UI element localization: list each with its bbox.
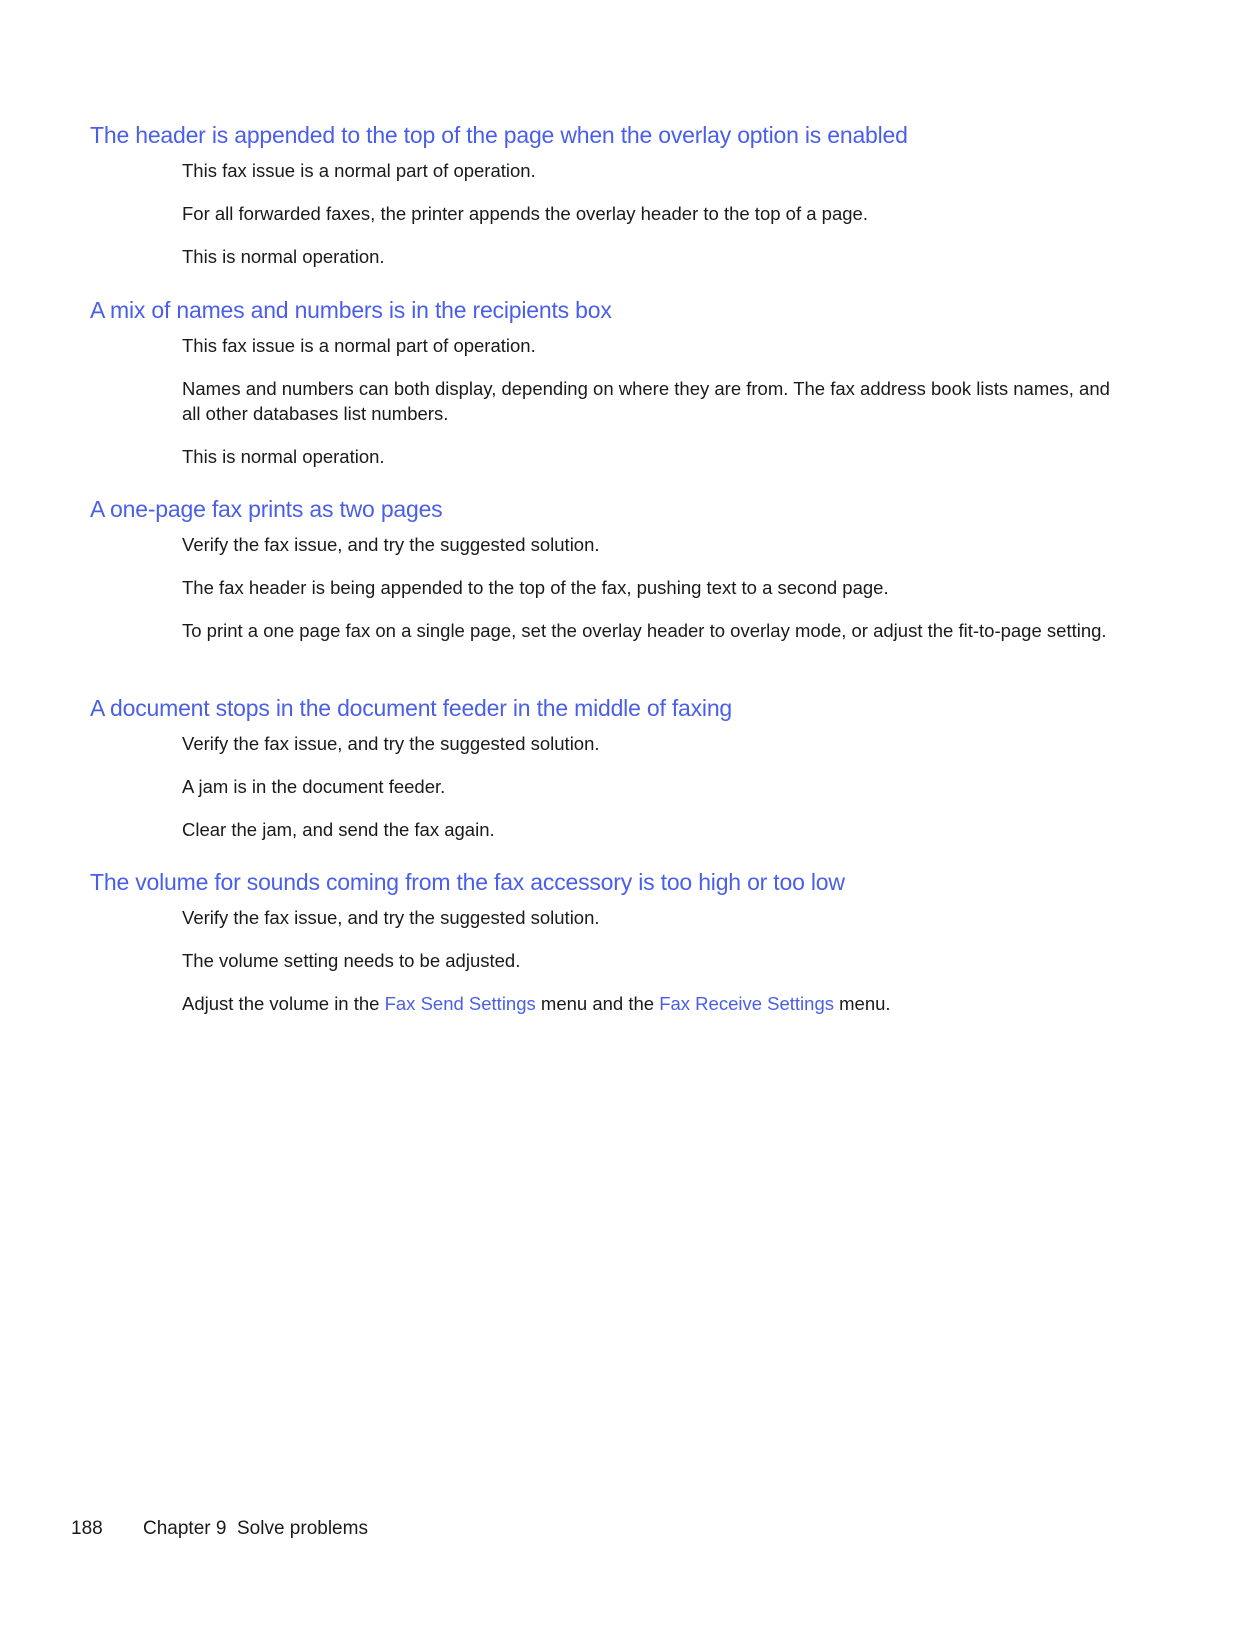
- paragraph: This is normal operation.: [182, 446, 385, 467]
- section-heading: A mix of names and numbers is in the recipients box: [90, 297, 612, 323]
- section-body: [182, 905, 1112, 1016]
- paragraph: This fax issue is a normal part of operation.: [182, 335, 536, 356]
- section-document-feeder: [90, 693, 1150, 842]
- section-names-numbers: [90, 295, 1150, 469]
- section-heading: The header is appended to the top of the page when the overlay option is enabled: [90, 122, 908, 148]
- chapter-title: Chapter 9 Solve problems: [143, 1518, 368, 1539]
- section-body: [182, 158, 1112, 269]
- paragraph-with-links: [182, 991, 1112, 1016]
- section-body: [182, 333, 1112, 469]
- paragraph: Names and numbers can both display, depending on where they are from. The fax address book lists names, and all other databases list numbers.: [182, 378, 1110, 424]
- paragraph: For all forwarded faxes, the printer appends the overlay header to the top of a page.: [182, 203, 868, 224]
- section-heading: The volume for sounds coming from the fax accessory is too high or too low: [90, 869, 845, 895]
- text-fragment: menu.: [834, 993, 891, 1014]
- page-number: 188: [71, 1518, 103, 1539]
- paragraph: The volume setting needs to be adjusted.: [182, 950, 521, 971]
- section-body: [182, 731, 1112, 842]
- section-one-page-fax: [90, 494, 1150, 643]
- section-heading: A one-page fax prints as two pages: [90, 496, 443, 522]
- text-fragment: Adjust the volume in the: [182, 993, 385, 1014]
- paragraph: Clear the jam, and send the fax again.: [182, 819, 495, 840]
- paragraph: This is normal operation.: [182, 246, 385, 267]
- section-volume: [90, 867, 1150, 1016]
- paragraph: A jam is in the document feeder.: [182, 776, 446, 797]
- page-footer: [71, 1516, 368, 1542]
- paragraph: This fax issue is a normal part of operation.: [182, 160, 536, 181]
- text-fragment: menu and the: [535, 993, 660, 1014]
- section-body: [182, 532, 1112, 643]
- paragraph: Verify the fax issue, and try the suggested solution.: [182, 534, 600, 555]
- paragraph: To print a one page fax on a single page, set the overlay header to overlay mode, or adjust the fit-to-page setting.: [182, 620, 1107, 641]
- section-overlay-header: [90, 120, 1150, 269]
- paragraph: Verify the fax issue, and try the suggested solution.: [182, 907, 600, 928]
- fax-send-settings-link[interactable]: Fax Send Settings: [384, 993, 536, 1014]
- section-heading: A document stops in the document feeder in the middle of faxing: [90, 695, 733, 721]
- fax-receive-settings-link[interactable]: Fax Receive Settings: [659, 993, 834, 1014]
- paragraph: The fax header is being appended to the top of the fax, pushing text to a second page.: [182, 577, 889, 598]
- paragraph: Verify the fax issue, and try the suggested solution.: [182, 733, 600, 754]
